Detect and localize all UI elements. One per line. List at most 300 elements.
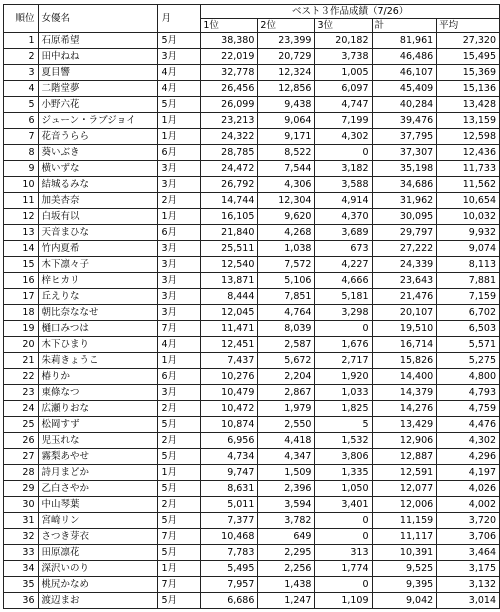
cell-first: 12,451 <box>201 337 258 353</box>
cell-total: 14,276 <box>372 401 437 417</box>
cell-average: 15,495 <box>437 49 500 65</box>
cell-total: 30,095 <box>372 209 437 225</box>
table-row <box>4 433 500 449</box>
cell-actress-name: 天音まひな <box>38 225 158 241</box>
cell-rank: 33 <box>4 545 39 561</box>
cell-actress-name: 石原希望 <box>38 33 158 49</box>
cell-third: 7,199 <box>315 113 372 129</box>
cell-actress-name: 宮崎リン <box>38 513 158 529</box>
cell-average: 7,159 <box>437 289 500 305</box>
cell-month: 5月 <box>158 513 201 529</box>
cell-second: 1,979 <box>258 401 315 417</box>
cell-rank: 1 <box>4 33 39 49</box>
cell-third: 3,182 <box>315 161 372 177</box>
cell-average: 3,706 <box>437 529 500 545</box>
cell-first: 23,213 <box>201 113 258 129</box>
cell-month: 5月 <box>158 545 201 561</box>
cell-second: 7,544 <box>258 161 315 177</box>
cell-actress-name: ジューン・ラブジョイ <box>38 113 158 129</box>
cell-total: 45,409 <box>372 81 437 97</box>
cell-month: 3月 <box>158 289 201 305</box>
cell-actress-name: 白坂有以 <box>38 209 158 225</box>
table-row <box>4 241 500 257</box>
cell-first: 25,511 <box>201 241 258 257</box>
cell-average: 3,175 <box>437 561 500 577</box>
table-row <box>4 289 500 305</box>
cell-actress-name: 樋口みつは <box>38 321 158 337</box>
cell-total: 40,284 <box>372 97 437 113</box>
header-rank: 順位 <box>4 5 39 33</box>
cell-second: 2,587 <box>258 337 315 353</box>
cell-third: 313 <box>315 545 372 561</box>
cell-actress-name: 花音うらら <box>38 129 158 145</box>
cell-first: 26,099 <box>201 97 258 113</box>
header-month: 月 <box>158 5 201 33</box>
cell-month: 5月 <box>158 481 201 497</box>
cell-first: 4,734 <box>201 449 258 465</box>
cell-first: 11,471 <box>201 321 258 337</box>
cell-second: 2,396 <box>258 481 315 497</box>
cell-second: 8,039 <box>258 321 315 337</box>
cell-month: 6月 <box>158 145 201 161</box>
table-row <box>4 129 500 145</box>
cell-average: 3,014 <box>437 593 500 609</box>
table-row <box>4 353 500 369</box>
cell-average: 9,932 <box>437 225 500 241</box>
cell-rank: 36 <box>4 593 39 609</box>
cell-third: 3,401 <box>315 497 372 513</box>
cell-third: 4,666 <box>315 273 372 289</box>
cell-second: 2,204 <box>258 369 315 385</box>
cell-rank: 22 <box>4 369 39 385</box>
cell-rank: 20 <box>4 337 39 353</box>
cell-third: 673 <box>315 241 372 257</box>
cell-actress-name: 桃尻かなめ <box>38 577 158 593</box>
cell-rank: 2 <box>4 49 39 65</box>
table-row <box>4 513 500 529</box>
cell-average: 4,002 <box>437 497 500 513</box>
cell-average: 13,159 <box>437 113 500 129</box>
cell-actress-name: 深沢いのり <box>38 561 158 577</box>
cell-first: 6,956 <box>201 433 258 449</box>
ranking-table <box>3 4 500 609</box>
table-row <box>4 209 500 225</box>
cell-month: 3月 <box>158 49 201 65</box>
header-row-top <box>4 5 500 19</box>
cell-actress-name: 松岡すず <box>38 417 158 433</box>
cell-first: 26,456 <box>201 81 258 97</box>
cell-second: 5,106 <box>258 273 315 289</box>
cell-third: 3,738 <box>315 49 372 65</box>
cell-total: 35,198 <box>372 161 437 177</box>
table-row <box>4 257 500 273</box>
cell-third: 4,302 <box>315 129 372 145</box>
cell-rank: 12 <box>4 209 39 225</box>
cell-actress-name: 二階堂夢 <box>38 81 158 97</box>
table-row <box>4 577 500 593</box>
cell-actress-name: 乙白さやか <box>38 481 158 497</box>
cell-rank: 11 <box>4 193 39 209</box>
cell-rank: 24 <box>4 401 39 417</box>
cell-total: 12,887 <box>372 449 437 465</box>
cell-first: 28,785 <box>201 145 258 161</box>
cell-average: 27,320 <box>437 33 500 49</box>
cell-rank: 25 <box>4 417 39 433</box>
cell-third: 20,182 <box>315 33 372 49</box>
cell-rank: 17 <box>4 289 39 305</box>
cell-actress-name: 木下ひまり <box>38 337 158 353</box>
cell-actress-name: 小野六花 <box>38 97 158 113</box>
cell-month: 6月 <box>158 225 201 241</box>
cell-total: 46,486 <box>372 49 437 65</box>
cell-third: 0 <box>315 513 372 529</box>
cell-month: 1月 <box>158 465 201 481</box>
cell-third: 3,806 <box>315 449 372 465</box>
cell-first: 8,631 <box>201 481 258 497</box>
table-row <box>4 593 500 609</box>
cell-third: 1,825 <box>315 401 372 417</box>
cell-first: 13,871 <box>201 273 258 289</box>
cell-second: 1,247 <box>258 593 315 609</box>
cell-average: 4,793 <box>437 385 500 401</box>
header-third: 3位 <box>315 19 372 33</box>
cell-average: 4,476 <box>437 417 500 433</box>
cell-actress-name: 東條なつ <box>38 385 158 401</box>
cell-average: 4,197 <box>437 465 500 481</box>
cell-actress-name: 霧梨あやせ <box>38 449 158 465</box>
header-name: 女優名 <box>38 5 158 33</box>
cell-first: 21,840 <box>201 225 258 241</box>
cell-total: 20,107 <box>372 305 437 321</box>
cell-second: 7,572 <box>258 257 315 273</box>
table-body <box>4 33 500 609</box>
cell-first: 24,472 <box>201 161 258 177</box>
cell-actress-name: 竹内夏希 <box>38 241 158 257</box>
cell-rank: 23 <box>4 385 39 401</box>
cell-second: 2,256 <box>258 561 315 577</box>
cell-second: 3,594 <box>258 497 315 513</box>
cell-month: 2月 <box>158 193 201 209</box>
cell-second: 1,038 <box>258 241 315 257</box>
cell-average: 4,800 <box>437 369 500 385</box>
cell-first: 12,045 <box>201 305 258 321</box>
cell-rank: 10 <box>4 177 39 193</box>
cell-first: 5,495 <box>201 561 258 577</box>
cell-rank: 35 <box>4 577 39 593</box>
cell-month: 5月 <box>158 449 201 465</box>
cell-second: 9,438 <box>258 97 315 113</box>
table-row <box>4 161 500 177</box>
cell-rank: 21 <box>4 353 39 369</box>
cell-actress-name: 結城るみな <box>38 177 158 193</box>
cell-month: 1月 <box>158 113 201 129</box>
cell-month: 3月 <box>158 177 201 193</box>
cell-second: 4,268 <box>258 225 315 241</box>
cell-second: 9,171 <box>258 129 315 145</box>
cell-second: 8,522 <box>258 145 315 161</box>
cell-average: 3,132 <box>437 577 500 593</box>
table-row <box>4 561 500 577</box>
cell-actress-name: 横いずな <box>38 161 158 177</box>
cell-month: 3月 <box>158 241 201 257</box>
cell-total: 12,077 <box>372 481 437 497</box>
cell-average: 4,759 <box>437 401 500 417</box>
cell-actress-name: 中山琴葉 <box>38 497 158 513</box>
cell-third: 0 <box>315 577 372 593</box>
cell-third: 1,676 <box>315 337 372 353</box>
cell-month: 2月 <box>158 401 201 417</box>
cell-actress-name: 加美杏奈 <box>38 193 158 209</box>
table-row <box>4 337 500 353</box>
cell-third: 2,717 <box>315 353 372 369</box>
cell-average: 10,032 <box>437 209 500 225</box>
cell-average: 3,720 <box>437 513 500 529</box>
cell-first: 32,778 <box>201 65 258 81</box>
cell-actress-name: 田原凛花 <box>38 545 158 561</box>
cell-second: 4,306 <box>258 177 315 193</box>
cell-second: 1,438 <box>258 577 315 593</box>
ranking-table-container <box>3 4 500 609</box>
cell-second: 5,672 <box>258 353 315 369</box>
cell-third: 1,109 <box>315 593 372 609</box>
cell-rank: 29 <box>4 481 39 497</box>
cell-first: 8,444 <box>201 289 258 305</box>
cell-third: 1,532 <box>315 433 372 449</box>
cell-first: 7,377 <box>201 513 258 529</box>
cell-rank: 27 <box>4 449 39 465</box>
cell-third: 4,227 <box>315 257 372 273</box>
cell-actress-name: 広瀬りおな <box>38 401 158 417</box>
cell-first: 7,783 <box>201 545 258 561</box>
cell-third: 1,335 <box>315 465 372 481</box>
cell-rank: 32 <box>4 529 39 545</box>
header-second: 2位 <box>258 19 315 33</box>
cell-month: 4月 <box>158 65 201 81</box>
cell-month: 1月 <box>158 561 201 577</box>
cell-average: 4,026 <box>437 481 500 497</box>
cell-third: 0 <box>315 145 372 161</box>
cell-rank: 15 <box>4 257 39 273</box>
cell-total: 9,395 <box>372 577 437 593</box>
cell-month: 6月 <box>158 369 201 385</box>
cell-first: 10,276 <box>201 369 258 385</box>
cell-month: 5月 <box>158 593 201 609</box>
cell-total: 46,107 <box>372 65 437 81</box>
cell-third: 3,588 <box>315 177 372 193</box>
cell-rank: 18 <box>4 305 39 321</box>
cell-actress-name: 葵いぶき <box>38 145 158 161</box>
table-row <box>4 481 500 497</box>
cell-month: 3月 <box>158 385 201 401</box>
cell-rank: 28 <box>4 465 39 481</box>
cell-first: 24,322 <box>201 129 258 145</box>
cell-third: 1,050 <box>315 481 372 497</box>
table-row <box>4 81 500 97</box>
cell-total: 15,826 <box>372 353 437 369</box>
cell-second: 2,867 <box>258 385 315 401</box>
table-row <box>4 49 500 65</box>
cell-month: 1月 <box>158 353 201 369</box>
cell-total: 27,222 <box>372 241 437 257</box>
cell-third: 3,298 <box>315 305 372 321</box>
cell-month: 4月 <box>158 337 201 353</box>
cell-rank: 6 <box>4 113 39 129</box>
cell-rank: 30 <box>4 497 39 513</box>
cell-total: 13,429 <box>372 417 437 433</box>
cell-first: 6,686 <box>201 593 258 609</box>
cell-rank: 5 <box>4 97 39 113</box>
cell-rank: 8 <box>4 145 39 161</box>
cell-second: 9,064 <box>258 113 315 129</box>
cell-actress-name: 椿りか <box>38 369 158 385</box>
cell-average: 15,136 <box>437 81 500 97</box>
cell-average: 10,654 <box>437 193 500 209</box>
cell-month: 3月 <box>158 161 201 177</box>
cell-rank: 14 <box>4 241 39 257</box>
cell-third: 5 <box>315 417 372 433</box>
cell-first: 16,105 <box>201 209 258 225</box>
cell-third: 1,005 <box>315 65 372 81</box>
cell-actress-name: 木下凛々子 <box>38 257 158 273</box>
cell-rank: 3 <box>4 65 39 81</box>
cell-rank: 13 <box>4 225 39 241</box>
table-row <box>4 449 500 465</box>
cell-total: 12,591 <box>372 465 437 481</box>
cell-first: 9,747 <box>201 465 258 481</box>
cell-total: 16,714 <box>372 337 437 353</box>
cell-total: 24,339 <box>372 257 437 273</box>
header-best3-group: ベスト３作品成績（7/26） <box>201 5 500 19</box>
cell-month: 7月 <box>158 529 201 545</box>
cell-average: 9,074 <box>437 241 500 257</box>
cell-first: 14,744 <box>201 193 258 209</box>
cell-first: 5,011 <box>201 497 258 513</box>
cell-average: 4,302 <box>437 433 500 449</box>
cell-average: 5,275 <box>437 353 500 369</box>
header-first: 1位 <box>201 19 258 33</box>
cell-average: 15,369 <box>437 65 500 81</box>
table-row <box>4 321 500 337</box>
cell-total: 14,400 <box>372 369 437 385</box>
cell-month: 1月 <box>158 209 201 225</box>
cell-total: 11,117 <box>372 529 437 545</box>
cell-average: 12,598 <box>437 129 500 145</box>
cell-third: 1,033 <box>315 385 372 401</box>
cell-total: 9,525 <box>372 561 437 577</box>
cell-second: 12,304 <box>258 193 315 209</box>
cell-second: 2,550 <box>258 417 315 433</box>
cell-second: 23,399 <box>258 33 315 49</box>
cell-average: 11,562 <box>437 177 500 193</box>
cell-second: 20,729 <box>258 49 315 65</box>
table-row <box>4 113 500 129</box>
cell-month: 3月 <box>158 273 201 289</box>
table-row <box>4 193 500 209</box>
cell-actress-name: 丘えりな <box>38 289 158 305</box>
cell-second: 3,782 <box>258 513 315 529</box>
cell-month: 5月 <box>158 417 201 433</box>
cell-total: 31,962 <box>372 193 437 209</box>
cell-second: 4,347 <box>258 449 315 465</box>
cell-total: 12,906 <box>372 433 437 449</box>
cell-first: 12,540 <box>201 257 258 273</box>
cell-month: 7月 <box>158 321 201 337</box>
cell-total: 39,476 <box>372 113 437 129</box>
cell-month: 1月 <box>158 129 201 145</box>
table-row <box>4 97 500 113</box>
cell-second: 649 <box>258 529 315 545</box>
cell-total: 81,961 <box>372 33 437 49</box>
cell-average: 4,296 <box>437 449 500 465</box>
cell-third: 0 <box>315 529 372 545</box>
table-row <box>4 465 500 481</box>
cell-second: 12,324 <box>258 65 315 81</box>
cell-total: 37,307 <box>372 145 437 161</box>
cell-actress-name: 詩月まどか <box>38 465 158 481</box>
cell-first: 10,479 <box>201 385 258 401</box>
cell-rank: 31 <box>4 513 39 529</box>
cell-first: 7,957 <box>201 577 258 593</box>
cell-total: 21,476 <box>372 289 437 305</box>
cell-actress-name: 朱莉きょうこ <box>38 353 158 369</box>
cell-rank: 19 <box>4 321 39 337</box>
cell-third: 4,747 <box>315 97 372 113</box>
cell-third: 4,914 <box>315 193 372 209</box>
cell-third: 0 <box>315 321 372 337</box>
cell-third: 1,920 <box>315 369 372 385</box>
cell-total: 10,391 <box>372 545 437 561</box>
cell-second: 9,620 <box>258 209 315 225</box>
cell-total: 11,159 <box>372 513 437 529</box>
table-row <box>4 305 500 321</box>
header-total: 計 <box>372 19 437 33</box>
cell-total: 23,643 <box>372 273 437 289</box>
cell-average: 13,428 <box>437 97 500 113</box>
table-row <box>4 177 500 193</box>
cell-total: 37,795 <box>372 129 437 145</box>
cell-total: 14,379 <box>372 385 437 401</box>
table-row <box>4 225 500 241</box>
cell-second: 7,851 <box>258 289 315 305</box>
cell-average: 7,881 <box>437 273 500 289</box>
cell-actress-name: 田中ねね <box>38 49 158 65</box>
cell-first: 10,468 <box>201 529 258 545</box>
cell-total: 29,797 <box>372 225 437 241</box>
cell-first: 10,874 <box>201 417 258 433</box>
cell-average: 3,464 <box>437 545 500 561</box>
cell-total: 9,042 <box>372 593 437 609</box>
table-row <box>4 273 500 289</box>
cell-actress-name: 朝比奈ななせ <box>38 305 158 321</box>
cell-third: 6,097 <box>315 81 372 97</box>
cell-actress-name: 渡辺まお <box>38 593 158 609</box>
cell-rank: 34 <box>4 561 39 577</box>
cell-total: 12,006 <box>372 497 437 513</box>
cell-rank: 7 <box>4 129 39 145</box>
cell-month: 3月 <box>158 257 201 273</box>
cell-third: 1,774 <box>315 561 372 577</box>
header-average: 平均 <box>437 19 500 33</box>
cell-third: 5,181 <box>315 289 372 305</box>
cell-total: 19,510 <box>372 321 437 337</box>
cell-average: 8,113 <box>437 257 500 273</box>
table-row <box>4 65 500 81</box>
cell-rank: 4 <box>4 81 39 97</box>
cell-third: 3,689 <box>315 225 372 241</box>
cell-month: 2月 <box>158 433 201 449</box>
cell-second: 12,856 <box>258 81 315 97</box>
table-row <box>4 145 500 161</box>
